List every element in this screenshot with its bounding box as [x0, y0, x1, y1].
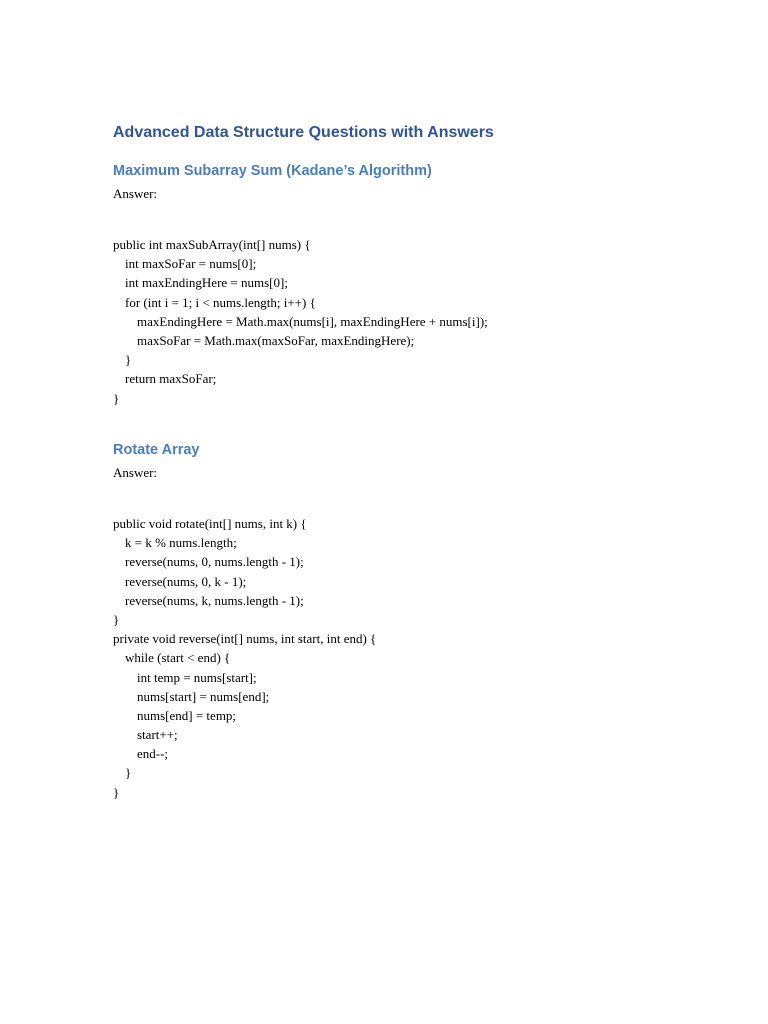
- code-line: maxSoFar = Math.max(maxSoFar, maxEndingHere);: [137, 332, 415, 348]
- answer-label: Answer:: [113, 186, 158, 201]
- document-title: Advanced Data Structure Questions with Answers: [113, 124, 494, 141]
- code-line: end--;: [137, 746, 169, 762]
- section-heading-rotate-array: Rotate Array: [113, 442, 200, 458]
- code-line: reverse(nums, 0, nums.length - 1);: [125, 554, 304, 570]
- code-line: start++;: [137, 727, 178, 743]
- section-heading-kadane: Maximum Subarray Sum (Kadane’s Algorithm): [113, 163, 432, 179]
- code-line: }: [125, 765, 132, 781]
- code-line: int temp = nums[start];: [137, 669, 257, 685]
- code-line: }: [113, 611, 120, 627]
- code-line: nums[start] = nums[end];: [137, 688, 270, 704]
- code-line: for (int i = 1; i < nums.length; i++) {: [125, 294, 316, 310]
- code-line: }: [113, 390, 120, 406]
- code-line: k = k % nums.length;: [125, 535, 237, 551]
- code-line: int maxSoFar = nums[0];: [125, 256, 257, 272]
- code-line: int maxEndingHere = nums[0];: [125, 275, 288, 291]
- code-line: nums[end] = temp;: [137, 707, 237, 723]
- code-block-rotate-array: [113, 514, 376, 802]
- code-line: private void reverse(int[] nums, int start, int end) {: [113, 631, 377, 647]
- code-line: while (start < end) {: [125, 650, 231, 666]
- code-line: return maxSoFar;: [125, 371, 217, 387]
- code-line: maxEndingHere = Math.max(nums[i], maxEndingHere + nums[i]);: [137, 313, 488, 329]
- code-line: public int maxSubArray(int[] nums) {: [113, 237, 311, 252]
- answer-label: Answer:: [113, 465, 158, 480]
- code-line: }: [125, 352, 132, 368]
- code-line: }: [113, 784, 120, 800]
- code-line: public void rotate(int[] nums, int k) {: [113, 516, 307, 531]
- code-block-kadane: [113, 235, 488, 408]
- code-line: reverse(nums, 0, k - 1);: [125, 573, 247, 589]
- code-line: reverse(nums, k, nums.length - 1);: [125, 592, 304, 608]
